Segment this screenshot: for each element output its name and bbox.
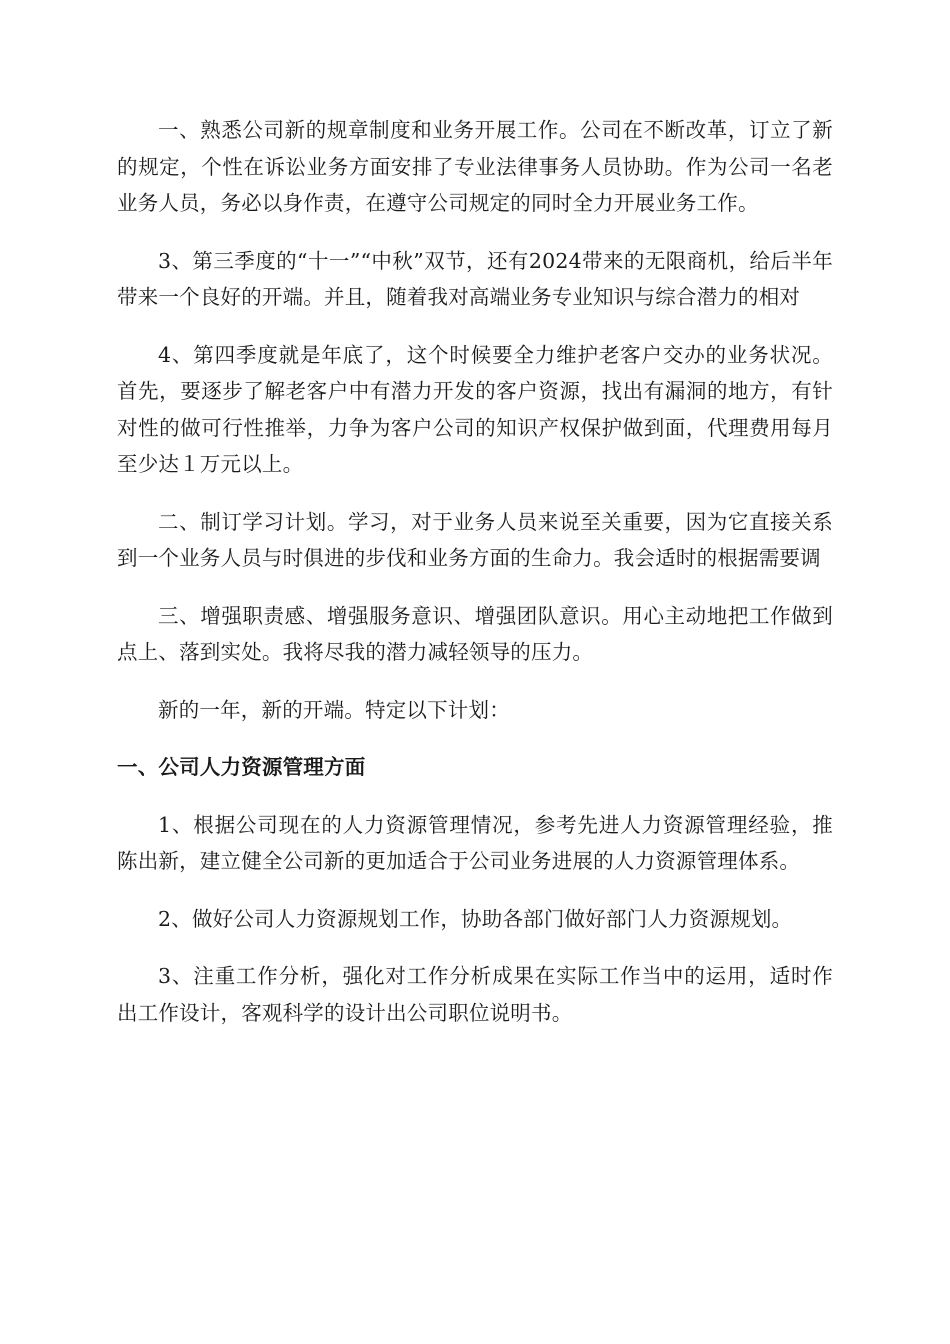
document-body xyxy=(117,112,833,1052)
paragraph-job-analysis: 3、注重工作分析，强化对工作分析成果在实际工作当中的运用，适时作出工作设计，客观科学的设计出公司职位说明书。 xyxy=(117,964,833,1025)
paragraph-third-quarter: 3、第三季度的“十一”“中秋”双节，还有2024带来的无限商机，给后半年带来一个良好的开端。并且，随着我对高端业务专业知识与综合潜力的相对 xyxy=(117,248,833,309)
paragraph-new-year: 新的一年，新的开端。特定以下计划： xyxy=(158,697,510,722)
paragraph-familiarize-rules: 一、熟悉公司新的规章制度和业务开展工作。公司在不断改革，订立了新的规定，个性在诉讼业务方面安排了专业法律事务人员协助。作为公司一名老业务人员，务必以身作责，在遵守公司规定的同时全力开展业务工作。 xyxy=(117,118,833,215)
paragraph-study-plan: 二、制订学习计划。学习，对于业务人员来说至关重要，因为它直接关系到一个业务人员与时俱进的步伐和业务方面的生命力。我会适时的根据需要调 xyxy=(117,509,833,570)
section-heading-hr: 一、公司人力资源管理方面 xyxy=(117,755,366,779)
paragraph-hr-planning: 2、做好公司人力资源规划工作，协助各部门做好部门人力资源规划。 xyxy=(158,906,793,931)
paragraph-responsibility: 三、增强职责感、增强服务意识、增强团队意识。用心主动地把工作做到点上、落到实处。我将尽我的潜力减轻领导的压力。 xyxy=(117,603,833,664)
paragraph-fourth-quarter: 4、第四季度就是年底了，这个时候要全力维护老客户交办的业务状况。首先，要逐步了解老客户中有潜力开发的客户资源，找出有漏洞的地方，有针对性的做可行性推举，力争为客户公司的知识产权保护做到面，代理费用每月至少达１万元以上。 xyxy=(117,342,833,476)
paragraph-hr-system: 1、根据公司现在的人力资源管理情况，参考先进人力资源管理经验，推陈出新，建立健全公司新的更加适合于公司业务进展的人力资源管理体系。 xyxy=(117,812,833,873)
